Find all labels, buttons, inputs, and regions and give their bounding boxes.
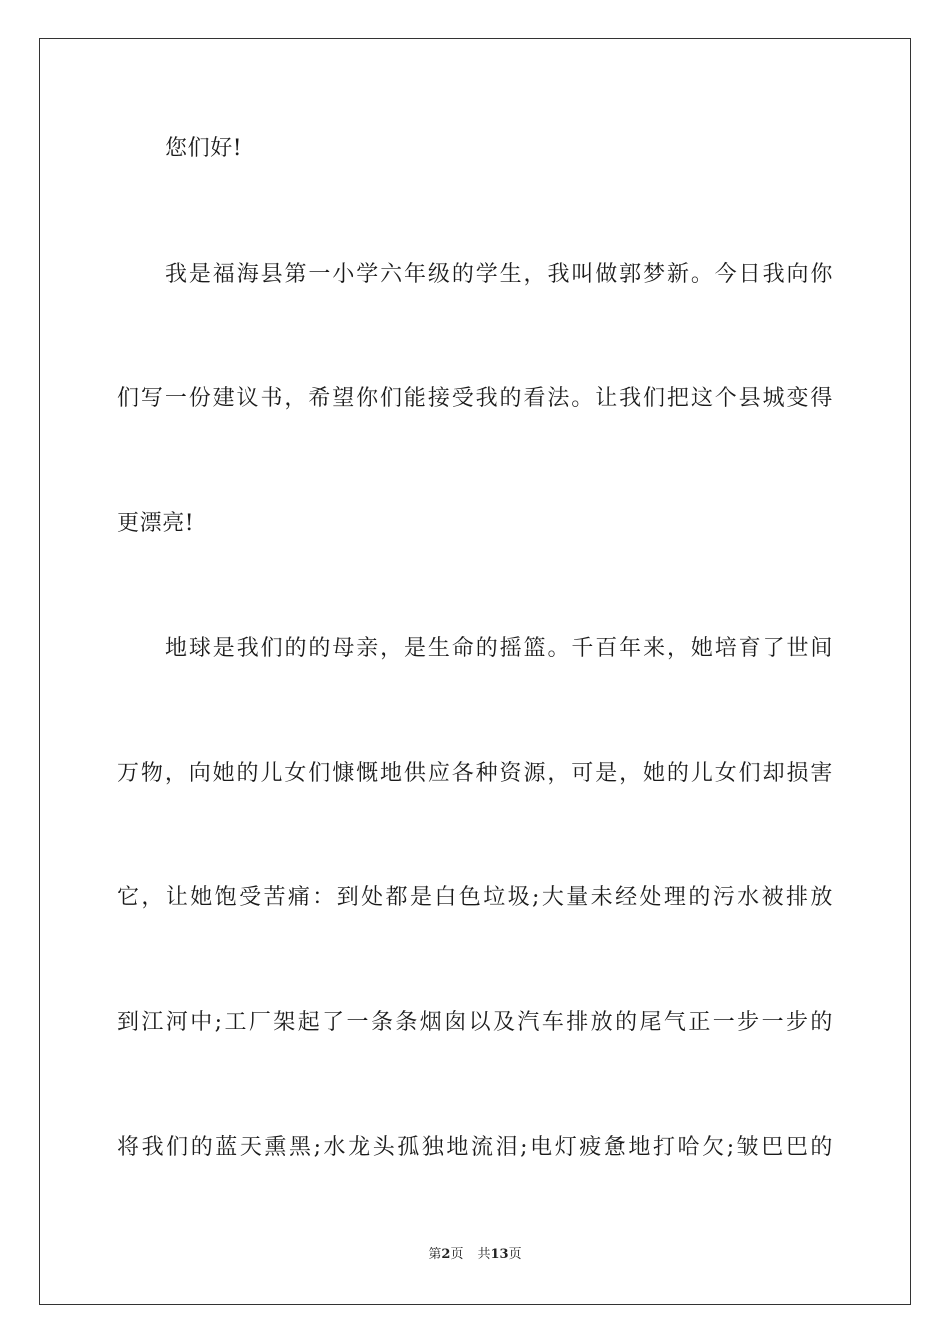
page-suffix: 页: [450, 1247, 464, 1262]
body-line: 它，让她饱受苦痛：到处都是白色垃圾;大量未经处理的污水被排放: [117, 885, 833, 910]
body-line: 万物，向她的儿女们慷慨地供应各种资源，可是，她的儿女们却损害: [117, 761, 833, 786]
total-prefix: 共: [477, 1247, 491, 1262]
body-line: 们写一份建议书，希望你们能接受我的看法。让我们把这个县城变得: [117, 386, 833, 411]
page-footer: [0, 1246, 950, 1264]
total-pages: 13: [490, 1247, 509, 1262]
body-line: 我是福海县第一小学六年级的学生，我叫做郭梦新。今日我向你: [165, 262, 833, 287]
total-suffix: 页: [508, 1247, 522, 1262]
page-number: 2: [441, 1247, 451, 1262]
body-line: 到江河中;工厂架起了一条条烟囱以及汽车排放的尾气正一步一步的: [117, 1010, 833, 1035]
page-border: [39, 38, 911, 1305]
greeting-line: 您们好!: [165, 136, 243, 161]
body-line: 将我们的蓝天熏黑;水龙头孤独地流泪;电灯疲惫地打哈欠;皱巴巴的: [117, 1135, 833, 1160]
body-line: 更漂亮!: [117, 511, 195, 536]
page-prefix: 第: [428, 1247, 442, 1262]
body-line: 地球是我们的的母亲，是生命的摇篮。千百年来，她培育了世间: [165, 636, 833, 661]
